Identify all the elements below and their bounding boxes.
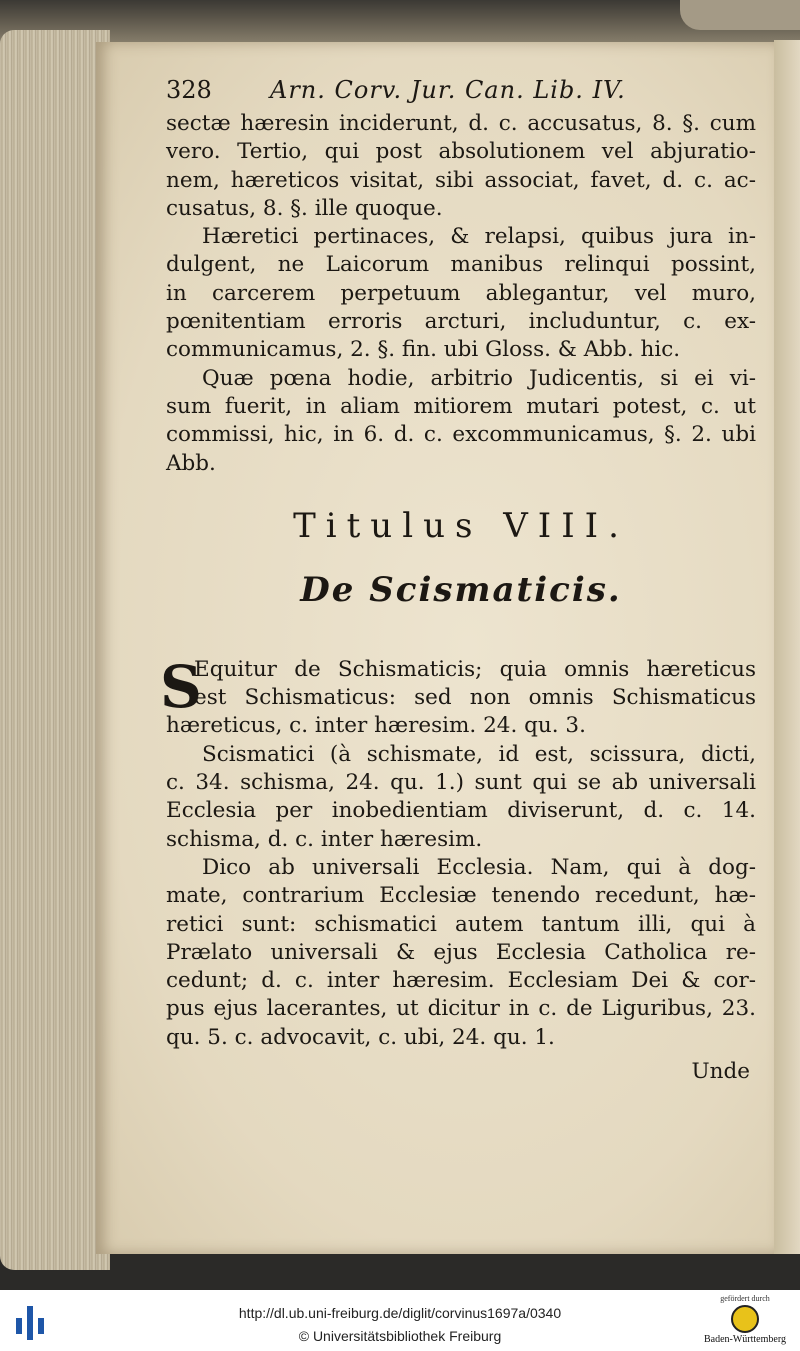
running-header — [166, 76, 756, 110]
paragraph-5 — [166, 741, 756, 854]
permalink-url[interactable]: http://dl.ub.uni-freiburg.de/diglit/corvinus1697a/0340 — [238, 1305, 562, 1321]
catchword: Unde — [691, 1059, 750, 1085]
paragraph-6 — [166, 854, 756, 1052]
page-text — [160, 76, 756, 1086]
text-line: cedunt; d. c. inter hæresim. Ecclesiam Dei & cor- — [166, 968, 756, 994]
text-line: Ecclesia per inobedientiam diviserunt, d. c. 14. — [166, 798, 756, 824]
text-line: c. 34. schisma, 24. qu. 1.) sunt qui se ab universali — [166, 770, 756, 796]
text-line: qu. 5. c. advocavit, c. ubi, 24. qu. 1. — [166, 1024, 555, 1050]
text-line: hæreticus, c. inter hæresim. 24. qu. 3. — [166, 713, 586, 739]
text-line: Prælato universali & ejus Ecclesia Catholica re- — [166, 939, 756, 965]
paragraph-1 — [166, 110, 756, 223]
text-line: sectæ hæresin inciderunt, d. c. accusatus, 8. §. cum — [166, 111, 756, 136]
book-page — [96, 42, 774, 1254]
text-line: pus ejus lacerantes, ut dicitur in c. de Liguribus, 23. — [166, 996, 756, 1022]
viewer-footer — [0, 1290, 800, 1351]
text-line: schisma, d. c. inter hæresim. — [166, 826, 483, 852]
text-line: mate, contrarium Ecclesiæ tenendo recedunt, hæ- — [166, 883, 756, 909]
text-line: cusatus, 8. §. ille quoque. — [166, 195, 443, 221]
text-line: Equitur de Schismaticis; quia omnis hæreticus — [194, 656, 756, 682]
text-line: retici sunt: schismatici autem tantum illi, qui à — [166, 911, 756, 937]
text-line: commissi, hic, in 6. d. c. excommunicamus, §. 2. ubi — [166, 422, 756, 448]
text-line: communicamus, 2. §. fin. ubi Gloss. & Abb. hic. — [166, 337, 681, 363]
section-subtitle: De Scismaticis. — [300, 569, 622, 610]
sponsor-label: gefördert durch — [720, 1294, 770, 1303]
paragraph-3 — [166, 365, 756, 478]
text-line: in carcerem perpetuum ablegantur, vel muro, — [166, 280, 756, 306]
section-title: Titulus VIII. — [293, 505, 629, 546]
sponsor-logo — [700, 1294, 790, 1348]
text-line: vero. Tertio, qui post absolutionem vel abjuratio- — [166, 139, 756, 165]
text-line: Scismatici (à schismate, id est, scissura, dicti, — [202, 741, 756, 767]
text-line: Hæretici pertinaces, & relapsi, quibus jura in- — [202, 224, 756, 250]
text-line: nem, hæreticos visitat, sibi associat, favet, d. c. ac- — [166, 167, 756, 193]
book-binding — [680, 0, 800, 30]
drop-cap: S — [160, 652, 202, 721]
text-line: pœnitentiam erroris arcturi, includuntur, c. ex- — [166, 309, 756, 335]
copyright-notice: © Universitätsbibliothek Freiburg — [298, 1328, 502, 1344]
text-line: Dico ab universali Ecclesia. Nam, qui à dog- — [202, 854, 756, 880]
paragraph-2 — [166, 223, 756, 364]
text-line: Abb. — [166, 450, 216, 476]
text-line: est Schismaticus: sed non omnis Schismaticus — [194, 685, 756, 711]
state-seal-icon — [731, 1305, 759, 1333]
facing-page-edge — [774, 40, 800, 1254]
running-title: Arn. Corv. Jur. Can. Lib. IV. — [270, 76, 626, 104]
paragraph-4 — [160, 652, 756, 741]
text-line: sum fuerit, in aliam mitiorem mutari potest, c. ut — [166, 393, 756, 419]
text-line: Quæ pœna hodie, arbitrio Judicentis, si ei vi- — [202, 365, 756, 391]
text-line: dulgent, ne Laicorum manibus relinqui possint, — [166, 252, 756, 278]
page-number: 328 — [166, 76, 212, 104]
sponsor-name: Baden-Württemberg — [703, 1334, 786, 1345]
page-edges — [0, 30, 110, 1270]
